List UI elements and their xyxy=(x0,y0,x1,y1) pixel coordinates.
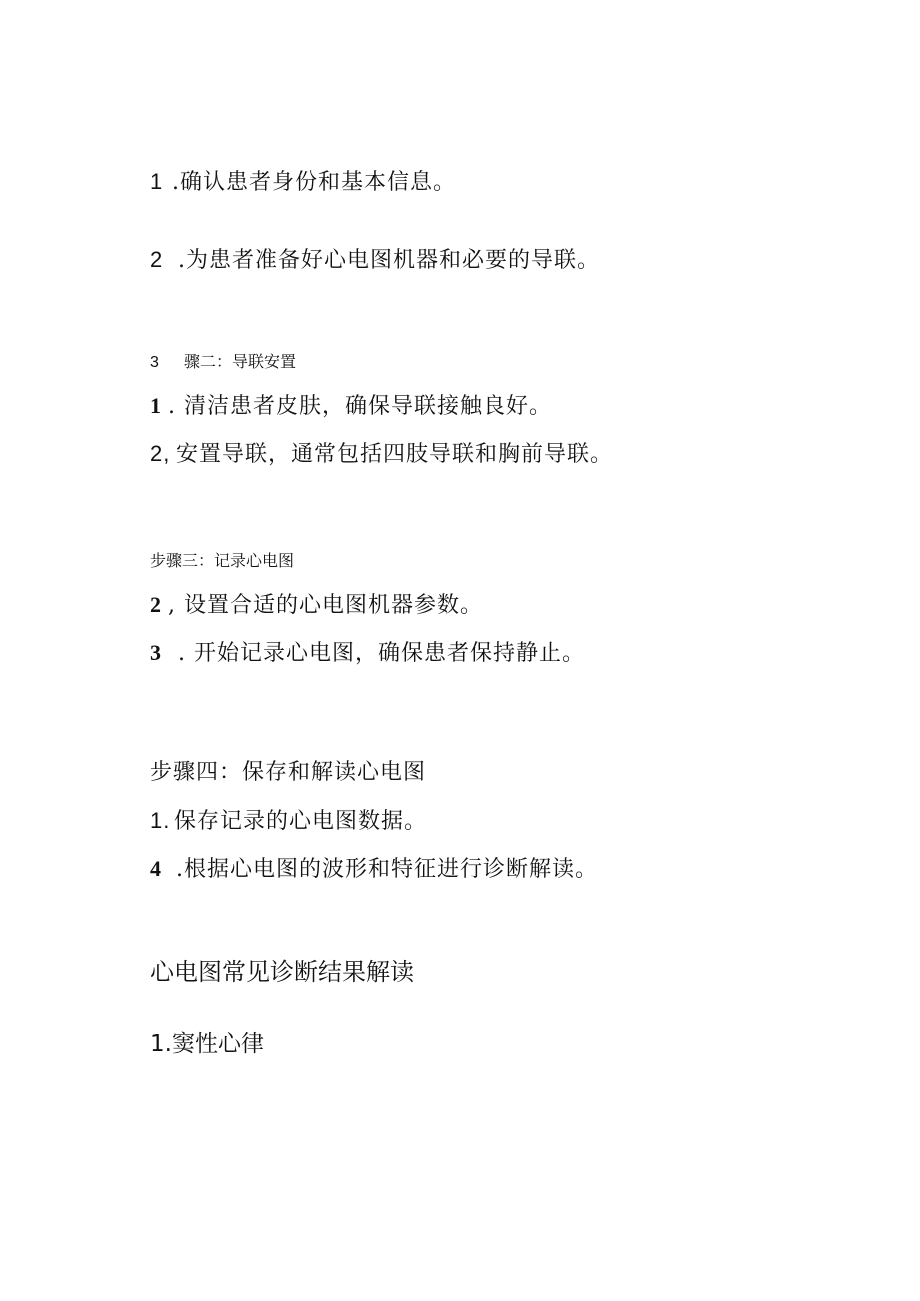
step2-heading xyxy=(150,348,296,378)
step2-item-1-number: 1 xyxy=(150,393,162,418)
step3-item-2-text: . 开始记录心电图，确保患者保持静止。 xyxy=(178,641,585,666)
section-subtitle: 1.窦性心律 xyxy=(150,1031,264,1057)
step3-item-1-number: 2 xyxy=(150,592,162,617)
prep-step-1 xyxy=(150,167,456,198)
prep-step-2-text: .为患者准备好心电图机器和必要的导联。 xyxy=(178,248,600,273)
step2-item-2 xyxy=(150,439,613,470)
prep-step-2-number: 2 xyxy=(150,247,164,272)
step4-item-2-number: 4 xyxy=(150,856,162,881)
step2-heading-text: 骤二：导联安置 xyxy=(184,354,297,371)
step4-item-2 xyxy=(150,854,598,885)
section-title: 心电图常见诊断结果解读 xyxy=(150,958,414,986)
step3-item-1 xyxy=(150,590,483,621)
step4-item-1-number: 1. xyxy=(150,808,171,833)
step4-item-1 xyxy=(150,806,427,837)
step4-heading: 步骤四：保存和解读心电图 xyxy=(150,760,427,785)
step2-item-1-text: . 清洁患者皮肤，确保导联接触良好。 xyxy=(168,394,552,419)
step3-item-2-number: 3 xyxy=(150,640,162,665)
prep-step-1-number: 1 xyxy=(150,169,164,194)
prep-step-1-text: .确认患者身份和基本信息。 xyxy=(172,170,456,195)
step2-item-2-text: 安置导联，通常包括四肢导联和胸前导联。 xyxy=(176,442,614,467)
step4-item-1-text: 保存记录的心电图数据。 xyxy=(174,809,428,834)
step2-heading-number: 3 xyxy=(150,354,159,371)
step4-item-2-text: .根据心电图的波形和特征进行诊断解读。 xyxy=(176,857,598,882)
step3-item-1-text: , 设置合适的心电图机器参数。 xyxy=(168,593,483,618)
step3-heading: 步骤三：记录心电图 xyxy=(150,553,295,570)
prep-step-2 xyxy=(150,245,600,276)
step3-item-2 xyxy=(150,638,585,669)
step2-item-1 xyxy=(150,391,552,422)
step2-item-2-number: 2, xyxy=(150,441,171,466)
